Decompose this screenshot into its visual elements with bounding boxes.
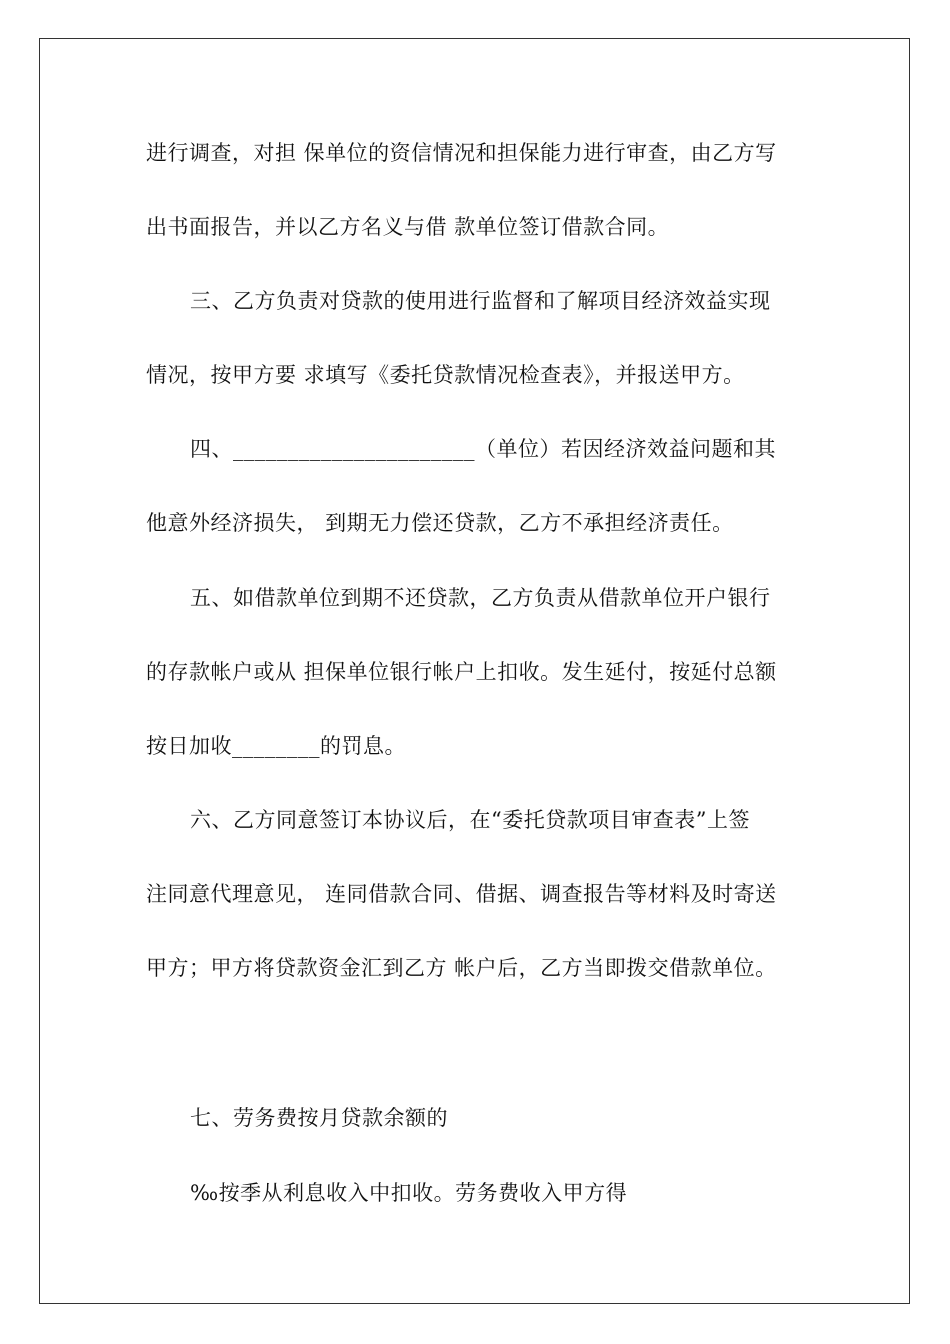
section-5-line: 五、如借款单位到期不还贷款，乙方负责从借款单位开户银行 bbox=[190, 586, 771, 610]
text-line: 出书面报告，并以乙方名义与借 款单位签订借款合同。 bbox=[146, 215, 670, 239]
section-3-line: 三、乙方负责对贷款的使用进行监督和了解项目经济效益实现 bbox=[190, 289, 771, 313]
section-6-line: 六、乙方同意签订本协议后，在“委托贷款项目审查表”上签 bbox=[190, 808, 750, 832]
text-line: 按日加收________的罚息。 bbox=[146, 734, 406, 758]
section-4-line: 四、______________________（单位）若因经济效益问题和其 bbox=[190, 437, 776, 461]
text-line: 情况，按甲方要 求填写《委托贷款情况检查表》，并报送甲方。 bbox=[146, 363, 745, 387]
text-line: 注同意代理意见， 连同借款合同、借据、调查报告等材料及时寄送 bbox=[146, 882, 777, 906]
text-line: 进行调查，对担 保单位的资信情况和担保能力进行审查，由乙方写 bbox=[146, 141, 777, 165]
text-line: 他意外经济损失， 到期无力偿还贷款，乙方不承担经济责任。 bbox=[146, 511, 734, 535]
text-line: 甲方；甲方将贷款资金汇到乙方 帐户后，乙方当即拨交借款单位。 bbox=[146, 956, 777, 980]
section-7-line: 七、劳务费按月贷款余额的 bbox=[190, 1106, 448, 1130]
text-line: 的存款帐户或从 担保单位银行帐户上扣收。发生延付，按延付总额 bbox=[146, 660, 777, 684]
text-line: ‰按季从利息收入中扣收。劳务费收入甲方得 bbox=[190, 1181, 628, 1205]
